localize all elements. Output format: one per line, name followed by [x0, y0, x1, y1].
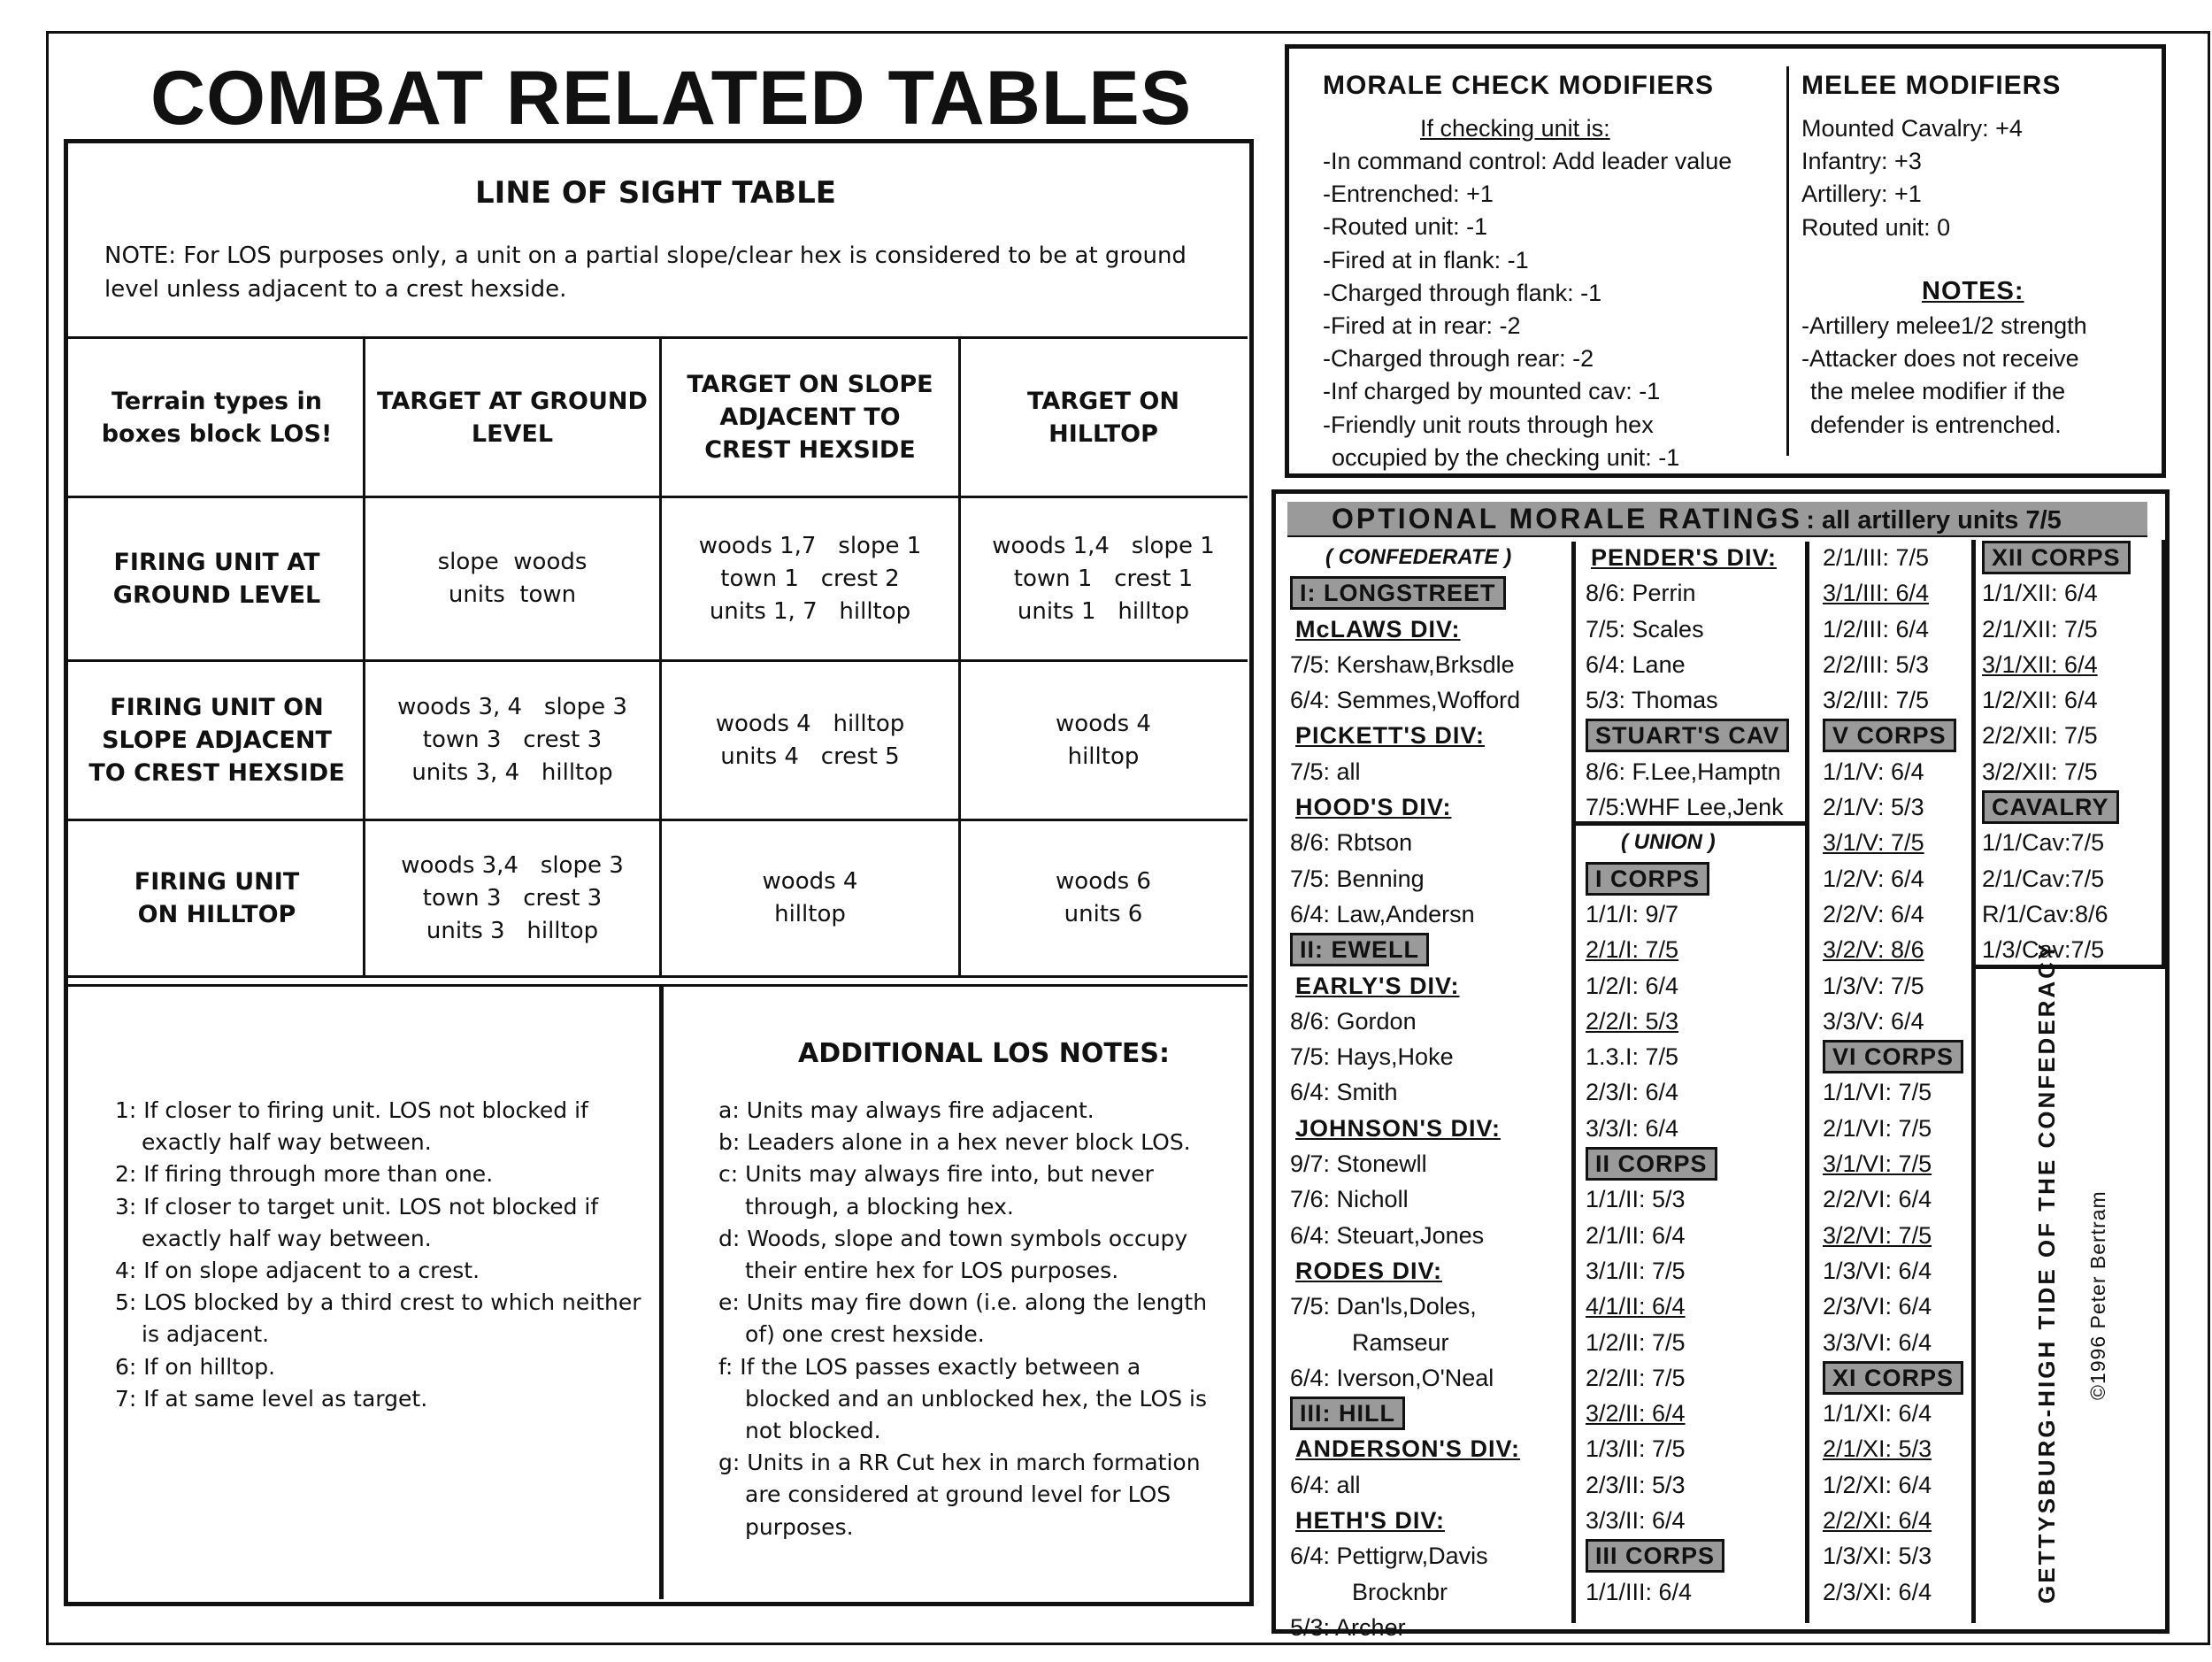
rating-entry: 3/2/XII: 7/5 — [1982, 758, 2098, 785]
rating-entry: 3/2/V: 8/6 — [1823, 936, 1924, 964]
rating-entry: 8/6: Gordon — [1290, 1007, 1417, 1035]
rating-entry: HOOD'S DIV: — [1295, 794, 1452, 821]
column-divider — [1805, 542, 1809, 1623]
rating-entry: 2/2/II: 7/5 — [1586, 1364, 1686, 1391]
melee-item: Infantry: +3 — [1801, 148, 1922, 175]
rating-entry: 2/2/I: 5/3 — [1586, 1007, 1679, 1035]
melee-note: the melee modifier if the — [1810, 378, 2066, 405]
rating-entry: JOHNSON'S DIV: — [1295, 1114, 1501, 1142]
note-item: 4: If on slope adjacent to a crest. — [115, 1258, 480, 1284]
rating-entry: 3/1/III: 6/4 — [1823, 580, 1930, 607]
rating-entry: HETH'S DIV: — [1295, 1507, 1445, 1535]
modifier-item: -Friendly unit routs through hex — [1323, 411, 1654, 438]
melee-item: Mounted Cavalry: +4 — [1801, 115, 2023, 142]
rating-entry-box — [1823, 718, 1963, 753]
rating-entry: 1/1/I: 9/7 — [1586, 900, 1679, 927]
morale-check-title: MORALE CHECK MODIFIERS — [1323, 71, 1714, 100]
note-item: d: Woods, slope and town symbols occupy their entire hex for LOS purposes. — [718, 1225, 1188, 1284]
rating-entry: 1/1/XI: 6/4 — [1823, 1400, 1932, 1427]
corps-heading: I: LONGSTREET — [1290, 576, 1506, 610]
rating-entry: 1/2/XII: 6/4 — [1982, 687, 2098, 714]
melee-note: -Artillery melee1/2 strength — [1801, 312, 2087, 339]
rating-entry: 2/2/VI: 6/4 — [1823, 1186, 1932, 1213]
rating-entry: 1/2/II: 7/5 — [1586, 1328, 1686, 1356]
modifier-item: -In command control: Add leader value — [1323, 148, 1732, 174]
morale-check-list — [1323, 145, 1732, 474]
rating-entry: EARLY'S DIV: — [1295, 972, 1460, 999]
rating-entry: 3/2/III: 7/5 — [1823, 687, 1930, 714]
note-item: 3: If closer to target unit. LOS not blocked if exactly half way between. — [115, 1193, 599, 1251]
los-cell: woods 3,4 slope 3 town 3 crest 3 units 3 hilltop — [401, 851, 624, 944]
corps-heading: II: EWELL — [1290, 933, 1429, 966]
rating-entry: 3/1/XII: 6/4 — [1982, 650, 2098, 678]
rating-entry: 8/6: Rbtson — [1290, 829, 1413, 857]
modifier-item: -Fired at in rear: -2 — [1323, 312, 1521, 340]
rating-entry: 1/3/Cav:7/5 — [1982, 936, 2105, 964]
rating-entry: 6/4: Smith — [1290, 1079, 1398, 1106]
melee-notes-title: NOTES: — [1922, 277, 2024, 305]
corps-heading: CAVALRY — [1982, 790, 2119, 824]
rating-entry: 2/2/XI: 6/4 — [1823, 1507, 1932, 1535]
rating-entry: 2/1/VI: 7/5 — [1823, 1114, 1932, 1142]
melee-list — [1801, 112, 2023, 244]
rating-entry-box — [1823, 1039, 1963, 1074]
melee-note: -Attacker does not receive — [1801, 345, 2079, 373]
rating-entry: 2/1/XI: 5/3 — [1823, 1435, 1932, 1463]
rating-entry: 3/1/VI: 7/5 — [1823, 1150, 1932, 1178]
rating-entry: 2/3/II: 5/3 — [1586, 1471, 1686, 1498]
rating-entry: 9/7: Stonewll — [1290, 1150, 1427, 1178]
los-table-title: LINE OF SIGHT TABLE — [475, 175, 836, 211]
rating-entry-box — [1586, 718, 1789, 753]
rating-entry: 7/5: all — [1290, 758, 1361, 785]
los-cell: woods 1,7 slope 1 town 1 crest 2 units 1, 7 hilltop — [698, 532, 922, 625]
corps-heading: III: HILL — [1290, 1397, 1405, 1430]
rating-entry: 2/2/III: 5/3 — [1823, 650, 1930, 678]
los-numbered-notes — [115, 1095, 646, 1415]
rating-entry: 1/1/XII: 6/4 — [1982, 580, 2098, 607]
rating-entry: 1/1/V: 6/4 — [1823, 758, 1924, 785]
los-cell: woods 4 hilltop — [1056, 710, 1151, 770]
rating-entry: PENDER'S DIV: — [1591, 544, 1777, 571]
rating-entry: McLAWS DIV: — [1295, 615, 1461, 642]
morale-ratings-title-suffix: : all artillery units 7/5 — [1806, 506, 2062, 535]
modifier-item: -Charged through flank: -1 — [1323, 279, 1602, 306]
melee-notes — [1801, 310, 2087, 442]
rating-entry: 3/3/II: 6/4 — [1586, 1507, 1686, 1535]
additional-los-title: ADDITIONAL LOS NOTES: — [798, 1038, 1170, 1069]
note-item: 7: If at same level as target. — [115, 1385, 428, 1412]
rating-entry-box — [1586, 1538, 1789, 1574]
rating-entry: 6/4: Lane — [1586, 650, 1686, 678]
note-item: 2: If firing through more than one. — [115, 1161, 494, 1188]
modifier-item: -Entrenched: +1 — [1323, 181, 1494, 208]
rating-entry: 1/1/II: 5/3 — [1586, 1186, 1686, 1213]
rating-entry: 1/2/III: 6/4 — [1823, 615, 1930, 642]
note-item: c: Units may always fire into, but never through, a blocking hex. — [718, 1161, 1154, 1220]
rating-entry: 7/5: Hays,Hoke — [1290, 1043, 1454, 1071]
union-column-1 — [1586, 540, 1789, 1610]
rating-entry: 2/2/V: 6/4 — [1823, 900, 1924, 927]
rating-entry: 2/1/II: 6/4 — [1586, 1221, 1686, 1249]
melee-title: MELEE MODIFIERS — [1801, 71, 2062, 100]
rating-entry: 1/1/Cav:7/5 — [1982, 829, 2105, 857]
rating-entry-box — [1290, 932, 1520, 967]
rating-entry: 6/4: Iverson,O'Neal — [1290, 1364, 1494, 1391]
note-item: b: Leaders alone in a hex never block LOS. — [718, 1129, 1191, 1156]
union-column-3 — [1982, 540, 2131, 968]
los-header-blocking-note: Terrain types in boxes block LOS! — [101, 387, 333, 448]
los-row-slope-label: FIRING UNIT ON SLOPE ADJACENT TO CREST HEXSIDE — [88, 694, 345, 787]
rating-entry: 7/5: Dan'ls,Doles, — [1290, 1293, 1477, 1320]
corps-heading: III CORPS — [1586, 1539, 1724, 1573]
rating-entry: 6/4: all — [1290, 1471, 1361, 1498]
rating-entry: 3/2/II: 6/4 — [1586, 1400, 1686, 1427]
rating-entry: PICKETT'S DIV: — [1295, 722, 1485, 750]
rating-entry: 2/3/VI: 6/4 — [1823, 1293, 1932, 1320]
rating-entry: 8/6: Perrin — [1586, 580, 1696, 607]
rating-entry-box — [1823, 1360, 1963, 1396]
note-item: 6: If on hilltop. — [115, 1353, 276, 1380]
rating-entry-box — [1290, 1396, 1520, 1431]
rating-entry: 7/5: Kershaw,Brksdle — [1290, 650, 1515, 678]
union-column-2 — [1823, 540, 1963, 1610]
note-item: e: Units may fire down (i.e. along the length of) one crest hexside. — [718, 1289, 1208, 1348]
corps-heading: II CORPS — [1586, 1147, 1717, 1181]
rating-entry: 7/5: Benning — [1290, 865, 1425, 892]
modifier-item: -Charged through rear: -2 — [1323, 345, 1594, 373]
rating-entry-box — [1586, 861, 1789, 896]
los-cell: woods 1,4 slope 1 town 1 crest 1 units 1 hilltop — [992, 532, 1215, 625]
rating-entry: 5/3: Archer — [1290, 1613, 1406, 1641]
rating-entry: Ramseur — [1352, 1328, 1449, 1356]
rating-entry-box — [1982, 540, 2131, 575]
modifier-item: -Routed unit: -1 — [1323, 213, 1488, 241]
rating-entry: 2/1/XII: 7/5 — [1982, 615, 2098, 642]
page-title: COMBAT RELATED TABLES — [150, 56, 1193, 141]
rating-entry: 2/1/Cav:7/5 — [1982, 865, 2105, 892]
los-cell: woods 4 hilltop units 4 crest 5 — [715, 710, 905, 770]
note-item: a: Units may always fire adjacent. — [718, 1097, 1094, 1123]
morale-ratings-title-text: OPTIONAL MORALE RATINGS — [1332, 503, 1802, 535]
corps-heading: STUART'S CAV — [1586, 719, 1789, 752]
melee-item: Artillery: +1 — [1801, 181, 1922, 208]
corps-heading: I CORPS — [1586, 862, 1709, 896]
rating-entry: 1/2/I: 6/4 — [1586, 972, 1679, 999]
morale-check-subtitle: If checking unit is: — [1420, 115, 1610, 142]
rating-entry: R/1/Cav:8/6 — [1982, 900, 2108, 927]
grid-line — [659, 984, 664, 1599]
rating-entry-box — [1290, 575, 1520, 611]
rating-entry-box — [1982, 789, 2131, 825]
corps-heading: XII CORPS — [1982, 541, 2131, 574]
rating-entry: 7/5:WHF Lee,Jenk — [1586, 794, 1784, 821]
morale-ratings-title — [1332, 503, 2062, 535]
los-note: NOTE: For LOS purposes only, a unit on a partial slope/clear hex is considered to be at ground level unless adjacent to a crest hexside. — [104, 242, 1187, 303]
copyright: ©1996 Peter Bertram — [2086, 1190, 2109, 1400]
rating-entry: 1/1/VI: 7/5 — [1823, 1079, 1932, 1106]
rating-entry: ANDERSON'S DIV: — [1295, 1435, 1520, 1463]
los-cell: slope woods units town — [437, 549, 588, 608]
rating-entry: 1/3/XI: 5/3 — [1823, 1543, 1932, 1570]
rating-entry: 3/2/VI: 7/5 — [1823, 1221, 1932, 1249]
los-row-hilltop-label: FIRING UNIT ON HILLTOP — [134, 868, 300, 928]
grid-line — [66, 975, 1248, 978]
modifier-item: -Fired at in flank: -1 — [1323, 246, 1529, 273]
los-row-ground-label: FIRING UNIT AT GROUND LEVEL — [112, 549, 321, 609]
rating-entry: 6/4: Law,Andersn — [1290, 900, 1475, 927]
grid-line — [66, 984, 1248, 987]
rating-entry: 6/4: Pettigrw,Davis — [1290, 1543, 1488, 1570]
rating-entry: 1/2/V: 6/4 — [1823, 865, 1924, 892]
rating-entry: 2/2/XII: 7/5 — [1982, 722, 2098, 750]
los-header-slope: TARGET ON SLOPE ADJACENT TO CREST HEXSIDE — [687, 371, 933, 464]
rating-entry: 2/1/V: 5/3 — [1823, 794, 1924, 821]
rating-entry: 2/3/I: 6/4 — [1586, 1079, 1679, 1106]
rating-entry: 3/3/V: 6/4 — [1823, 1007, 1924, 1035]
rating-entry: 4/1/II: 6/4 — [1586, 1293, 1686, 1320]
corps-heading: VI CORPS — [1823, 1040, 1963, 1073]
corps-heading: V CORPS — [1823, 719, 1956, 752]
rating-entry: 3/3/I: 6/4 — [1586, 1114, 1679, 1142]
los-cell: woods 6 units 6 — [1056, 868, 1151, 927]
rating-entry: 1/2/XI: 6/4 — [1823, 1471, 1932, 1498]
rating-entry: 7/6: Nicholl — [1290, 1186, 1409, 1213]
los-cell: woods 3, 4 slope 3 town 3 crest 3 units 3, 4 hilltop — [397, 694, 627, 786]
melee-item: Routed unit: 0 — [1801, 213, 1951, 241]
rating-entry: ( UNION ) — [1621, 830, 1716, 855]
rating-entry: 7/5: Scales — [1586, 615, 1704, 642]
rating-entry: ( CONFEDERATE ) — [1325, 545, 1512, 569]
rating-entry: 2/1/III: 7/5 — [1823, 544, 1930, 571]
note-item: f: If the LOS passes exactly between a blocked and an unblocked hex, the LOS is not blocked. — [718, 1353, 1208, 1444]
rating-entry: 1/3/V: 7/5 — [1823, 972, 1924, 999]
rating-entry: 2/1/I: 7/5 — [1586, 936, 1679, 964]
rating-entry: 3/3/VI: 6/4 — [1823, 1328, 1932, 1356]
game-title: GETTYSBURG-HIGH TIDE OF THE CONFEDERACY — [2033, 941, 2060, 1604]
rating-entry: 3/1/V: 7/5 — [1823, 829, 1924, 857]
note-item: 1: If closer to firing unit. LOS not blocked if exactly half way between. — [115, 1097, 588, 1156]
column-divider — [1571, 542, 1576, 1623]
los-cell: woods 4 hilltop — [762, 868, 858, 927]
rating-entry: 3/1/II: 7/5 — [1586, 1257, 1686, 1284]
note-item: g: Units in a RR Cut hex in march formation are considered at ground level for LOS purposes. — [718, 1450, 1201, 1540]
rating-entry-box — [1586, 1146, 1789, 1181]
rating-entry: 6/4: Semmes,Wofford — [1290, 687, 1521, 714]
rating-entry: 1.3.I: 7/5 — [1586, 1043, 1679, 1071]
rating-entry: 2/3/XI: 6/4 — [1823, 1578, 1932, 1605]
corps-heading: XI CORPS — [1823, 1361, 1963, 1395]
rating-entry: 1/3/VI: 6/4 — [1823, 1257, 1932, 1284]
rating-entry: Brocknbr — [1352, 1578, 1448, 1605]
rating-entry: RODES DIV: — [1295, 1257, 1443, 1284]
note-item: 5: LOS blocked by a third crest to which neither is adjacent. — [115, 1289, 641, 1348]
modifiers-divider — [1786, 66, 1789, 456]
los-header-hilltop: TARGET ON HILLTOP — [1027, 387, 1179, 448]
rating-entry: 1/3/II: 7/5 — [1586, 1435, 1686, 1463]
modifier-item: occupied by the checking unit: -1 — [1332, 443, 1680, 471]
modifier-item: -Inf charged by mounted cav: -1 — [1323, 378, 1661, 405]
melee-note: defender is entrenched. — [1810, 411, 2062, 438]
los-header-ground: TARGET AT GROUND LEVEL — [377, 387, 648, 448]
rating-entry: 1/1/III: 6/4 — [1586, 1578, 1693, 1605]
rating-entry: 8/6: F.Lee,Hamptn — [1586, 758, 1781, 785]
rating-entry: 6/4: Steuart,Jones — [1290, 1221, 1485, 1249]
rating-entry: 5/3: Thomas — [1586, 687, 1718, 714]
additional-los-notes — [718, 1095, 1214, 1543]
confederate-column — [1290, 540, 1520, 1645]
